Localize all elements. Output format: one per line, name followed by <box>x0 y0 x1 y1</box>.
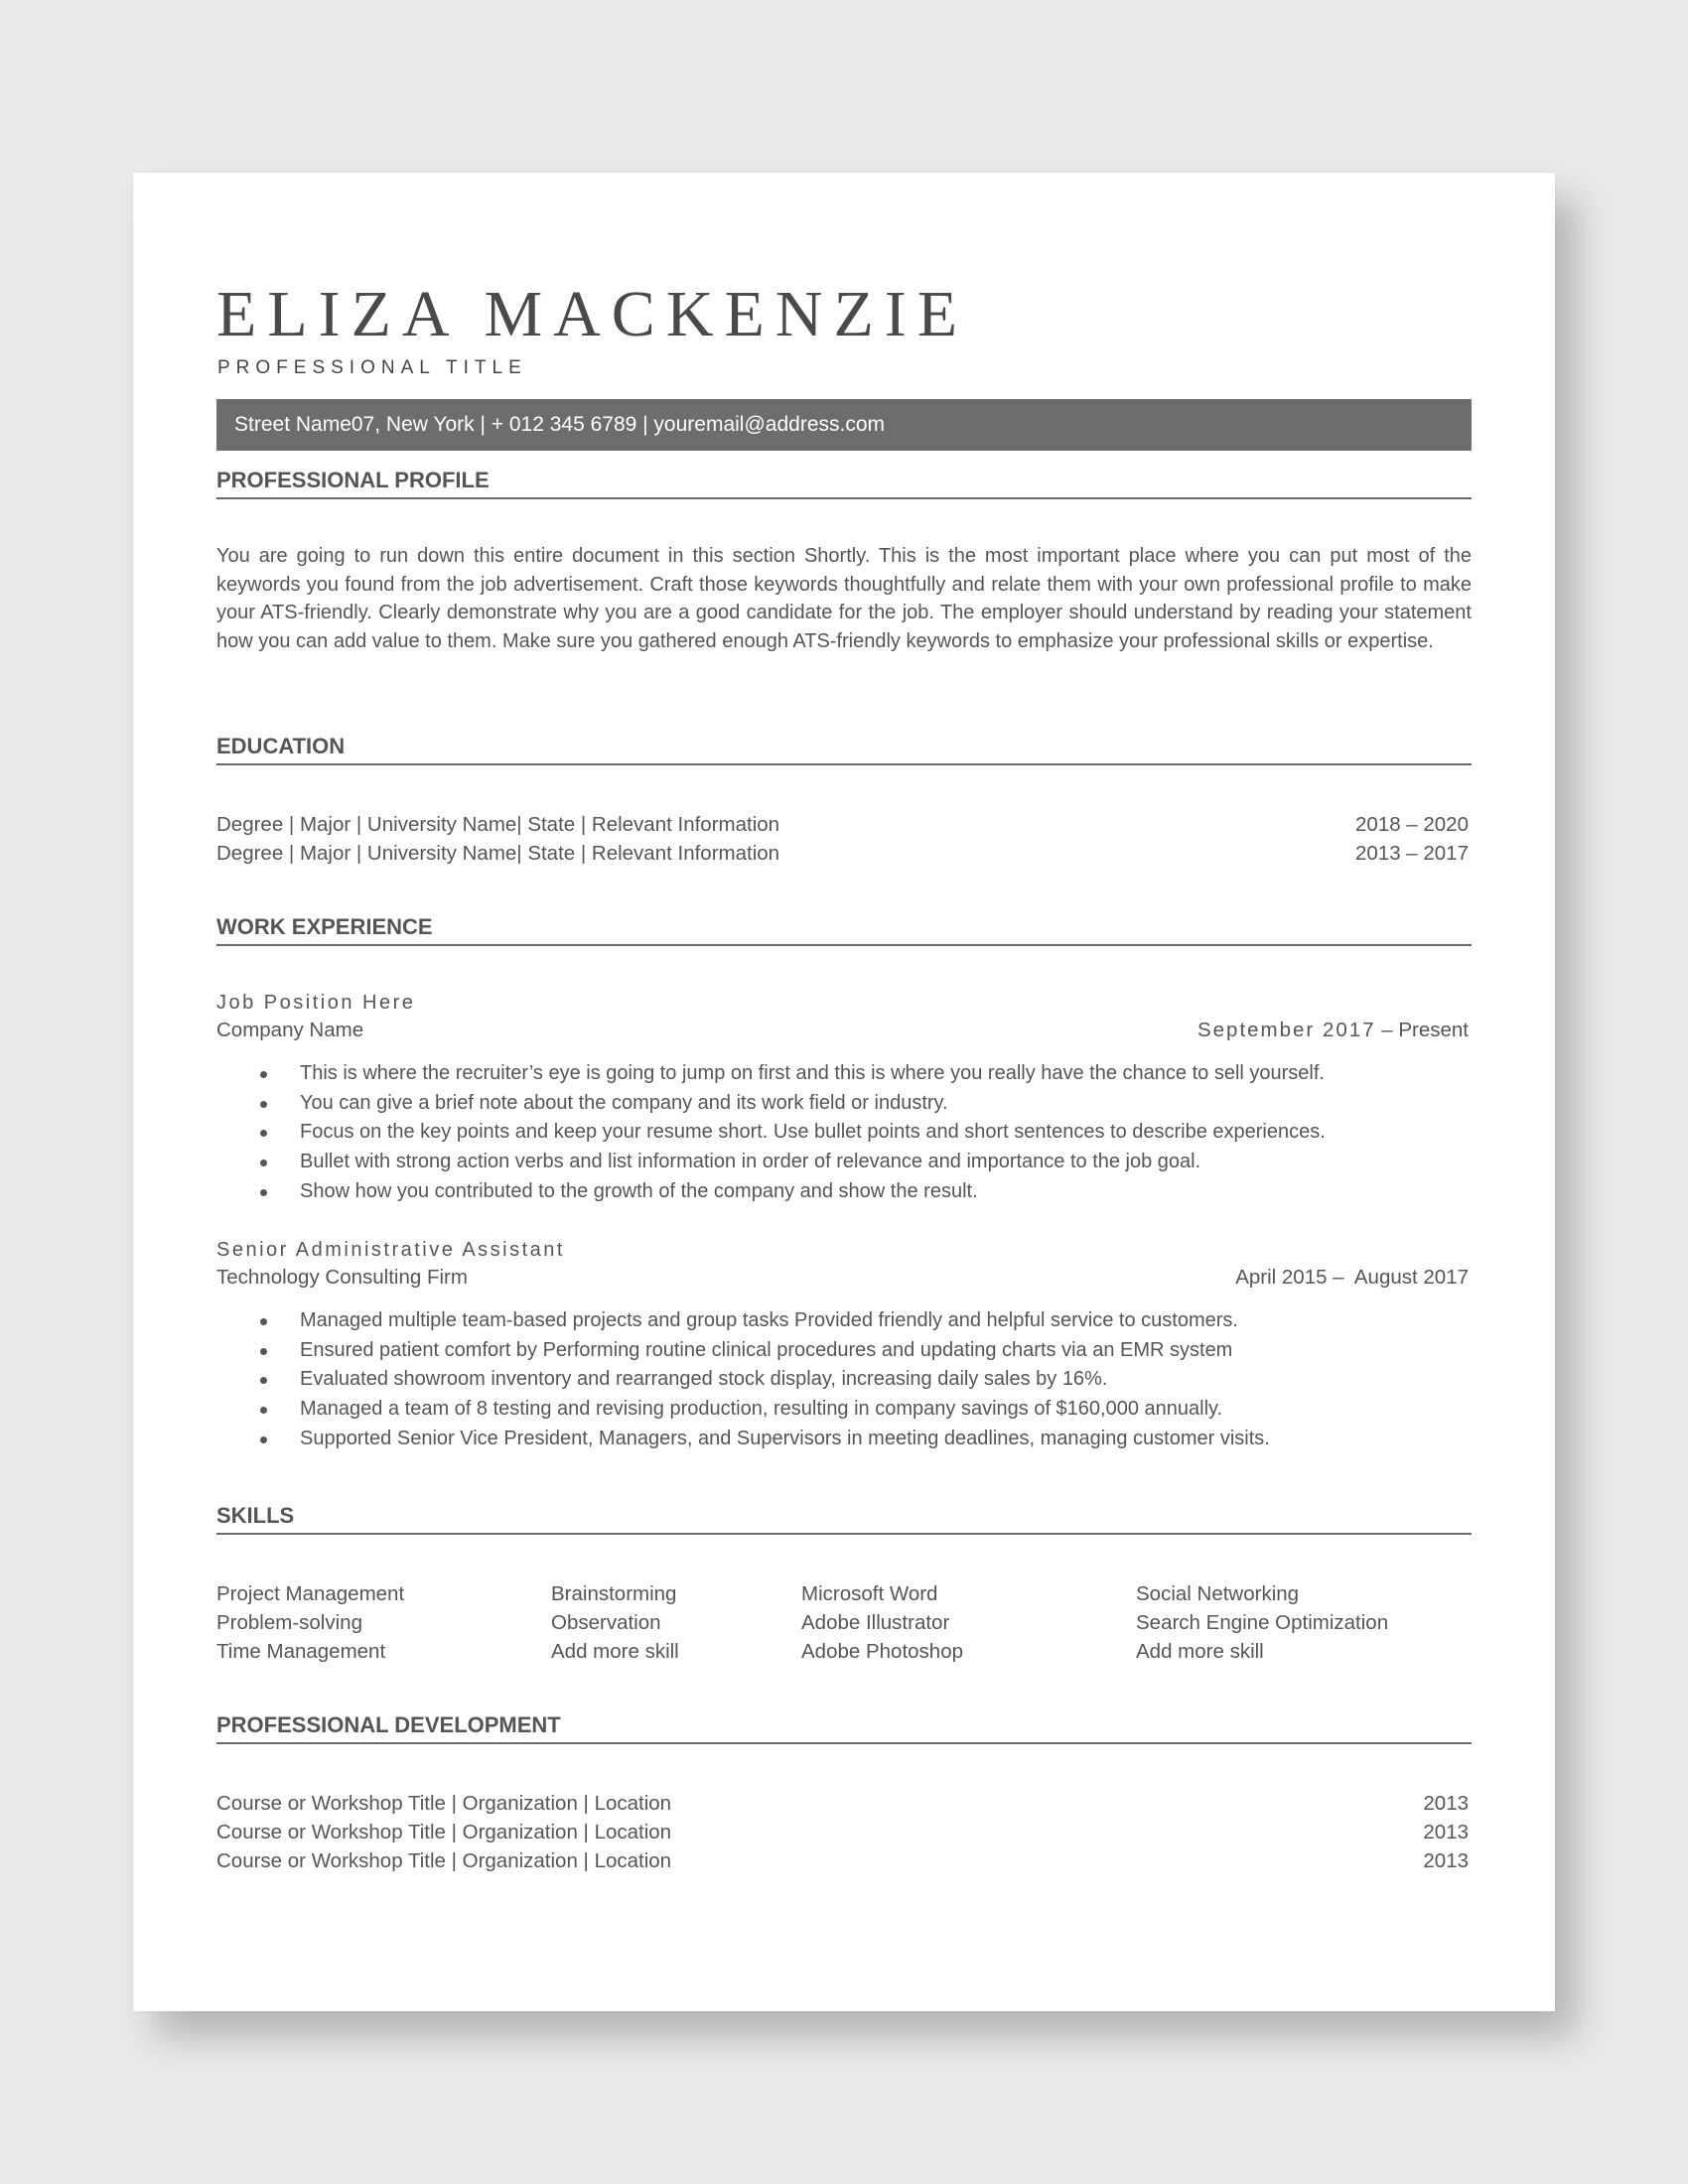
job-dates: April 2015 – August 2017 <box>1235 1266 1469 1289</box>
list-item <box>216 1118 1472 1148</box>
skills-column <box>216 1579 404 1666</box>
contact-bar: Street Name07, New York | + 012 345 6789 | youremail@address.com <box>216 399 1472 451</box>
bullet-icon <box>260 1436 267 1443</box>
education-row <box>216 810 1472 839</box>
development-row <box>216 1818 1472 1846</box>
course-year: 2013 <box>1423 1821 1469 1843</box>
bullet-text: Managed multiple team-based projects and group tasks Provided friendly and helpful service to customers. <box>300 1309 1238 1331</box>
bullet-text: Bullet with strong action verbs and list information in order of relevance and importance to the job goal. <box>300 1151 1201 1173</box>
list-item <box>216 1177 1472 1207</box>
bullet-icon <box>260 1377 267 1384</box>
bullet-text: Ensured patient comfort by Performing routine clinical procedures and updating charts via an EMR system <box>300 1338 1233 1361</box>
bullet-text: This is where the recruiter’s eye is going to jump on first and this is where you really have the chance to sell yourself. <box>300 1062 1325 1084</box>
development-row <box>216 1846 1472 1875</box>
section-heading-profile: PROFESSIONAL PROFILE <box>216 468 1472 499</box>
bullet-icon <box>260 1160 267 1166</box>
bullet-icon <box>260 1189 267 1196</box>
professional-title: PROFESSIONAL TITLE <box>217 357 527 378</box>
resume-page <box>133 173 1555 2011</box>
skill-item: Microsoft Word <box>801 1582 938 1605</box>
course-year: 2013 <box>1423 1849 1469 1872</box>
list-item <box>216 1148 1472 1177</box>
skill-item: Problem-solving <box>216 1611 362 1634</box>
bullet-text: You can give a brief note about the company and its work field or industry. <box>300 1091 948 1114</box>
skill-item: Adobe Photoshop <box>801 1640 963 1663</box>
bullet-text: Evaluated showroom inventory and rearranged stock display, increasing daily sales by 16%. <box>300 1368 1108 1391</box>
skill-item: Add more skill <box>551 1640 679 1663</box>
education-row <box>216 839 1472 868</box>
list-item <box>216 1365 1472 1395</box>
job-date-end: – Present <box>1381 1019 1469 1041</box>
skill-item: Observation <box>551 1611 661 1634</box>
course-year: 2013 <box>1423 1792 1469 1815</box>
skill-item: Add more skill <box>1136 1640 1264 1663</box>
job-bullet-list <box>216 1059 1472 1206</box>
job-company-row <box>216 1263 1472 1292</box>
course-details: Course or Workshop Title | Organization | Location <box>216 1821 672 1843</box>
company-name: Company Name <box>216 1019 364 1041</box>
course-details: Course or Workshop Title | Organization | Location <box>216 1792 672 1815</box>
skill-item: Social Networking <box>1136 1582 1300 1605</box>
education-dates: 2018 – 2020 <box>1354 813 1469 836</box>
education-dates: 2013 – 2017 <box>1354 842 1469 865</box>
job-company-row <box>216 1016 1472 1044</box>
section-heading-education: EDUCATION <box>216 734 1472 765</box>
section-heading-work: WORK EXPERIENCE <box>216 914 1472 946</box>
skills-column <box>801 1579 963 1666</box>
bullet-text: Managed a team of 8 testing and revising production, resulting in company savings of $160,000 annually. <box>300 1398 1223 1421</box>
job-dates <box>1197 1016 1469 1044</box>
skills-column <box>1136 1579 1388 1666</box>
skill-item: Adobe Illustrator <box>801 1611 950 1634</box>
job-date-start: September 2017 <box>1196 1019 1376 1041</box>
job-bullet-list <box>216 1306 1472 1453</box>
skill-item: Brainstorming <box>551 1582 677 1605</box>
section-heading-skills: SKILLS <box>216 1503 1472 1535</box>
bullet-icon <box>260 1318 267 1325</box>
list-item <box>216 1425 1472 1454</box>
skills-column <box>551 1579 679 1666</box>
bullet-icon <box>260 1101 267 1108</box>
bullet-text: Focus on the key points and keep your resume short. Use bullet points and short sentences to describe experiences. <box>300 1121 1326 1144</box>
job-position: Job Position Here <box>216 992 416 1014</box>
education-details: Degree | Major | University Name| State | Relevant Information <box>216 813 780 836</box>
list-item <box>216 1089 1472 1119</box>
course-details: Course or Workshop Title | Organization | Location <box>216 1849 672 1872</box>
bullet-text: Supported Senior Vice President, Managers, and Supervisors in meeting deadlines, managing customer visits. <box>300 1427 1270 1449</box>
list-item <box>216 1336 1472 1366</box>
bullet-icon <box>260 1348 267 1355</box>
development-row <box>216 1789 1472 1818</box>
skill-item: Search Engine Optimization <box>1136 1611 1389 1634</box>
skill-item: Time Management <box>216 1640 386 1663</box>
bullet-text: Show how you contributed to the growth of the company and show the result. <box>300 1179 978 1202</box>
section-heading-development: PROFESSIONAL DEVELOPMENT <box>216 1712 1472 1744</box>
profile-text: You are going to run down this entire document in this section Shortly. This is the most important place where you can put most of the keywords you found from the job advertisement. Craft those keywords thoughtfully and relate them with your own professional profile to make your ATS-friendly. Clearly demonstrate why you are a good candidate for the job. The employer should understand by reading your statement how you can add value to them. Make sure you gathered enough ATS-friendly keywords to emphasize your professional skills or expertise. <box>216 545 1472 652</box>
job-position: Senior Administrative Assistant <box>216 1239 565 1261</box>
company-name: Technology Consulting Firm <box>216 1266 468 1289</box>
bullet-icon <box>260 1130 267 1137</box>
bullet-icon <box>260 1407 267 1414</box>
list-item <box>216 1395 1472 1425</box>
list-item <box>216 1059 1472 1089</box>
list-item <box>216 1306 1472 1336</box>
applicant-name: ELIZA MACKENZIE <box>216 278 969 350</box>
skill-item: Project Management <box>216 1582 405 1605</box>
bullet-icon <box>260 1071 267 1078</box>
education-details: Degree | Major | University Name| State | Relevant Information <box>216 842 780 865</box>
